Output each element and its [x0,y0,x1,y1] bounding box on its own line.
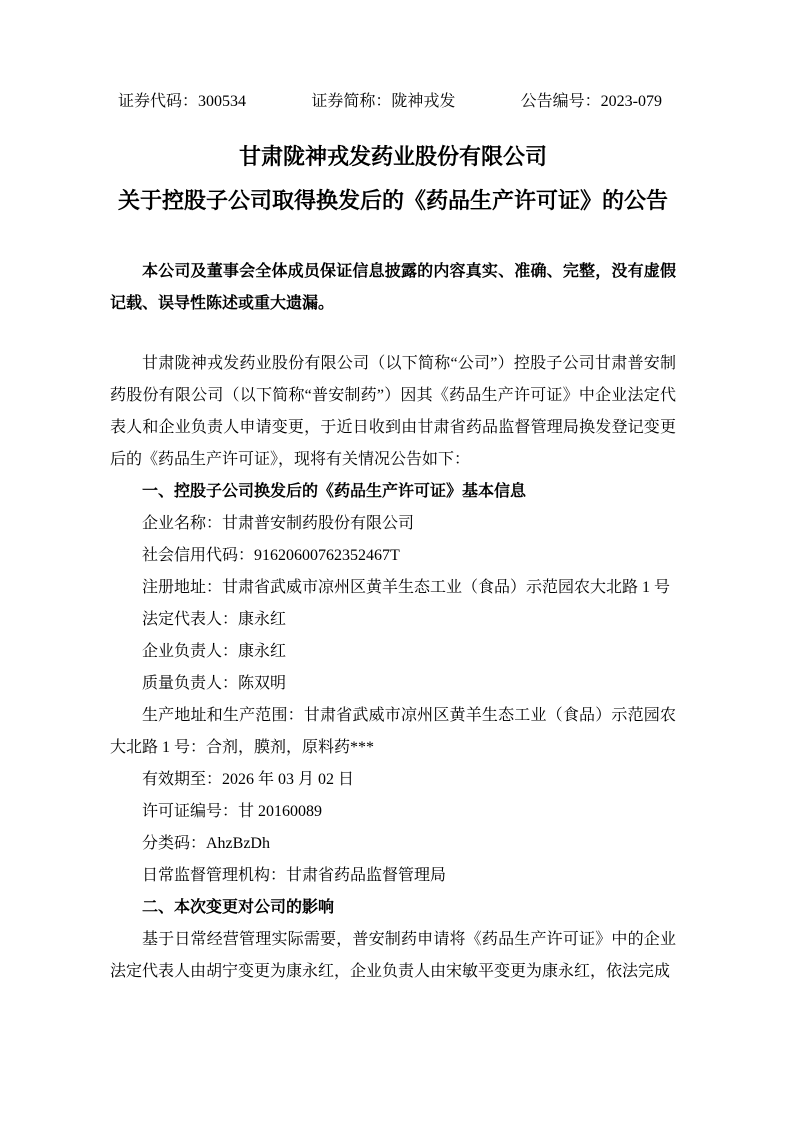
paragraph: 基于日常经营管理实际需要，普安制药申请将《药品生产许可证》中的企业法定代表人由胡宁变更为康永红，企业负责人由宋敏平变更为康永红，依法完成 [110,931,676,980]
paragraph: 企业负责人：康永红 [142,643,287,660]
paragraph: 许可证编号：甘 20160089 [142,803,323,820]
paragraph: 企业名称：甘肃普安制药股份有限公司 [142,515,415,532]
document-body [110,348,676,988]
declaration-paragraph: 本公司及董事会全体成员保证信息披露的内容真实、准确、完整，没有虚假记载、误导性陈述或重大遗漏。 [110,263,676,312]
paragraph: 质量负责人：陈双明 [142,675,287,692]
announcement-number: 公告编号：2023-079 [520,93,662,110]
section-heading: 一、控股子公司换发后的《药品生产许可证》基本信息 [142,483,527,500]
paragraph: 法定代表人：康永红 [142,611,287,628]
announcement-title: 关于控股子公司取得换发后的《药品生产许可证》的公告 [117,188,668,213]
stock-code: 证券代码：300534 [118,93,247,110]
document-header [110,86,676,118]
paragraph: 生产地址和生产范围：甘肃省武威市凉州区黄羊生态工业（食品）示范园农大北路 1 号：合剂，膜剂，原料药*** [110,707,676,756]
paragraph: 分类码：AhzBzDh [142,835,270,852]
paragraph: 有效期至：2026 年 03 月 02 日 [142,771,355,788]
section-heading: 二、本次变更对公司的影响 [142,899,335,916]
stock-abbr: 证券简称：陇神戎发 [311,93,456,110]
paragraph: 社会信用代码：91620600762352467T [142,547,400,564]
paragraph: 日常监督管理机构：甘肃省药品监督管理局 [142,867,447,884]
paragraph: 注册地址：甘肃省武威市凉州区黄羊生态工业（食品）示范园农大北路 1 号 [142,579,671,596]
company-title: 甘肃陇神戎发药业股份有限公司 [238,144,547,169]
paragraph: 甘肃陇神戎发药业股份有限公司（以下简称“公司”）控股子公司甘肃普安制药股份有限公司（以下简称“普安制药”）因其《药品生产许可证》中企业法定代表人和企业负责人申请变更，于近日收到由甘肃省药品监督管理局换发登记变更后的《药品生产许可证》，现将有关情况公告如下： [110,355,676,468]
